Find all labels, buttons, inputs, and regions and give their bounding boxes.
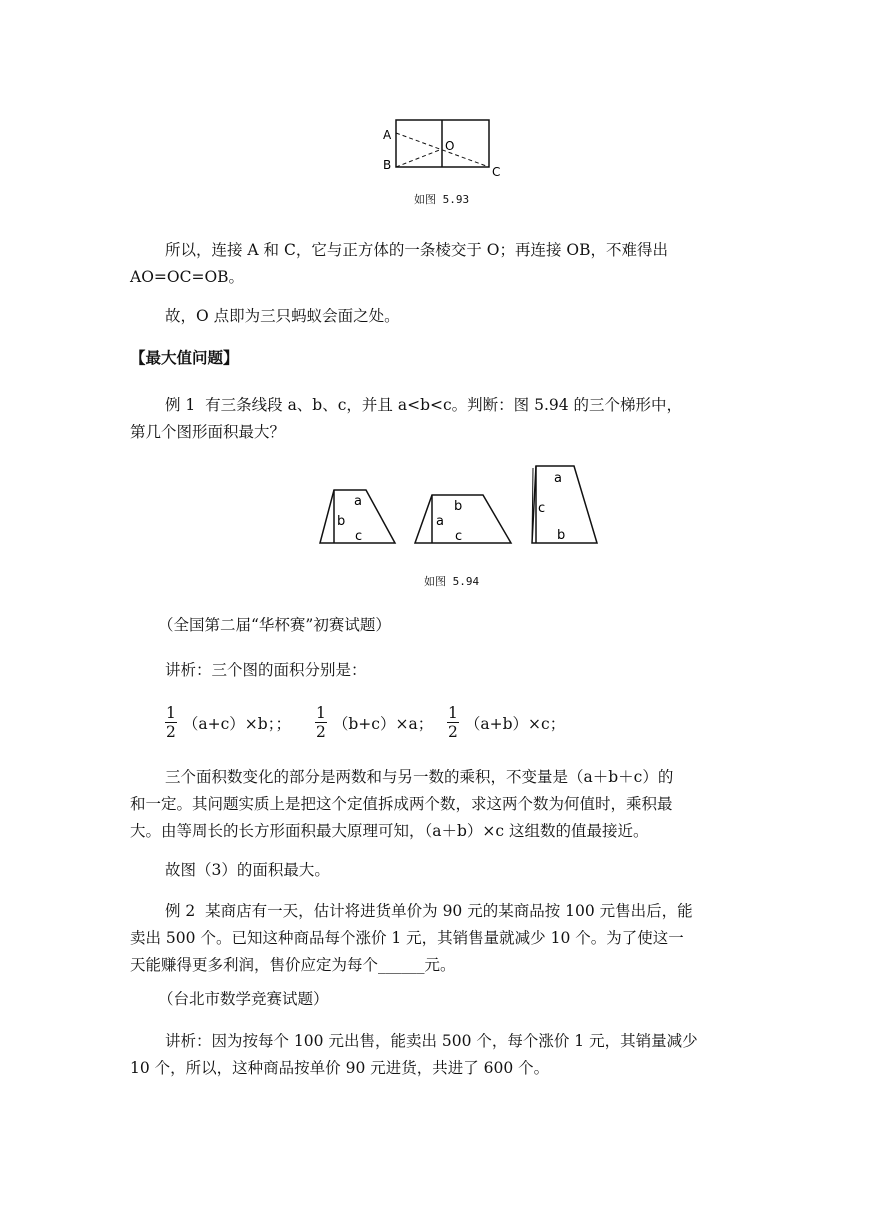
label-a: A bbox=[383, 128, 392, 142]
formula-area-1 bbox=[165, 704, 291, 741]
t3-label-a: a bbox=[554, 471, 562, 486]
source-2: （台北市数学竞赛试题） bbox=[158, 990, 329, 1008]
paragraph-conclusion: 所以，连接 A 和 C，它与正方体的一条棱交于 O；再连接 OB，不难得出 AO=OC=OB。 bbox=[130, 241, 668, 286]
caption-5-93: 如图 5.93 bbox=[414, 193, 470, 206]
formula-expression: （a+b）×c； bbox=[464, 714, 566, 733]
paragraph-reasoning: 三个面积数变化的部分是两数和与另一数的乘积，不变量是（a＋b＋c）的 和一定。其问题实质上是把这个定值拆成两个数，求这两个数为何值时，乘积最 大。由等周长的长方形面积最大原理可知，（a＋b）×c 这组数的值最接近。 bbox=[130, 768, 674, 840]
fraction-denominator: 2 bbox=[166, 723, 176, 741]
example-2: 例 2 某商店有一天，估计将进货单价为 90 元的某商品按 100 元售出后，能 卖出 500 个。已知这种商品每个涨价 1 元，其销售量就减少 10 个。为了使这一 天能赚得更多利润，售价应定为每个______元。 bbox=[130, 902, 693, 974]
fraction-numerator: 1 bbox=[316, 704, 326, 722]
line-bo bbox=[396, 149, 442, 167]
trapezoid-1 bbox=[320, 490, 395, 544]
figure-5-93 bbox=[375, 115, 505, 185]
caption-5-94: 如图 5.94 bbox=[424, 575, 480, 588]
t3-label-b: b bbox=[557, 528, 566, 543]
fraction-numerator: 1 bbox=[448, 704, 458, 722]
paragraph-answer-1: 故图（3）的面积最大。 bbox=[165, 861, 330, 879]
analysis-2: 讲析：因为按每个 100 元出售，能卖出 500 个，每个涨价 1 元，其销量减少 10 个，所以，这种商品按单价 90 元进货，共进了 600 个。 bbox=[130, 1032, 698, 1077]
fraction-numerator: 1 bbox=[166, 704, 176, 722]
t2-label-c: c bbox=[455, 529, 463, 544]
section-heading: 【最大值问题】 bbox=[130, 349, 239, 367]
label-o: O bbox=[445, 139, 455, 153]
formula-expression: （b+c）×a； bbox=[332, 714, 434, 733]
trapezoid-3 bbox=[532, 466, 597, 543]
formula-area-2 bbox=[315, 704, 433, 741]
formula-area-3 bbox=[447, 704, 565, 741]
formula-expression: （a+c）×b；； bbox=[182, 714, 291, 733]
paragraph-meeting-point: 故，O 点即为三只蚂蚁会面之处。 bbox=[165, 307, 400, 325]
figure-5-94 bbox=[315, 462, 605, 552]
trapezoid-2 bbox=[415, 495, 511, 544]
source-1: （全国第二届“华杯赛”初赛试题） bbox=[158, 616, 391, 634]
t2-label-b: b bbox=[454, 499, 463, 514]
t1-label-b: b bbox=[337, 514, 346, 529]
fraction-denominator: 2 bbox=[316, 723, 326, 741]
t2-label-a: a bbox=[436, 514, 444, 529]
analysis-1: 讲析：三个图的面积分别是： bbox=[165, 661, 367, 679]
example-1: 例 1 有三条线段 a、b、c，并且 a<b<c。判断：图 5.94 的三个梯形中， 第几个图形面积最大？ bbox=[130, 396, 683, 441]
fraction-denominator: 2 bbox=[448, 723, 458, 741]
t1-label-c: c bbox=[355, 529, 363, 544]
t3-label-c: c bbox=[538, 501, 546, 516]
t1-label-a: a bbox=[354, 494, 362, 509]
label-c: C bbox=[492, 165, 501, 179]
label-b: B bbox=[383, 158, 392, 172]
